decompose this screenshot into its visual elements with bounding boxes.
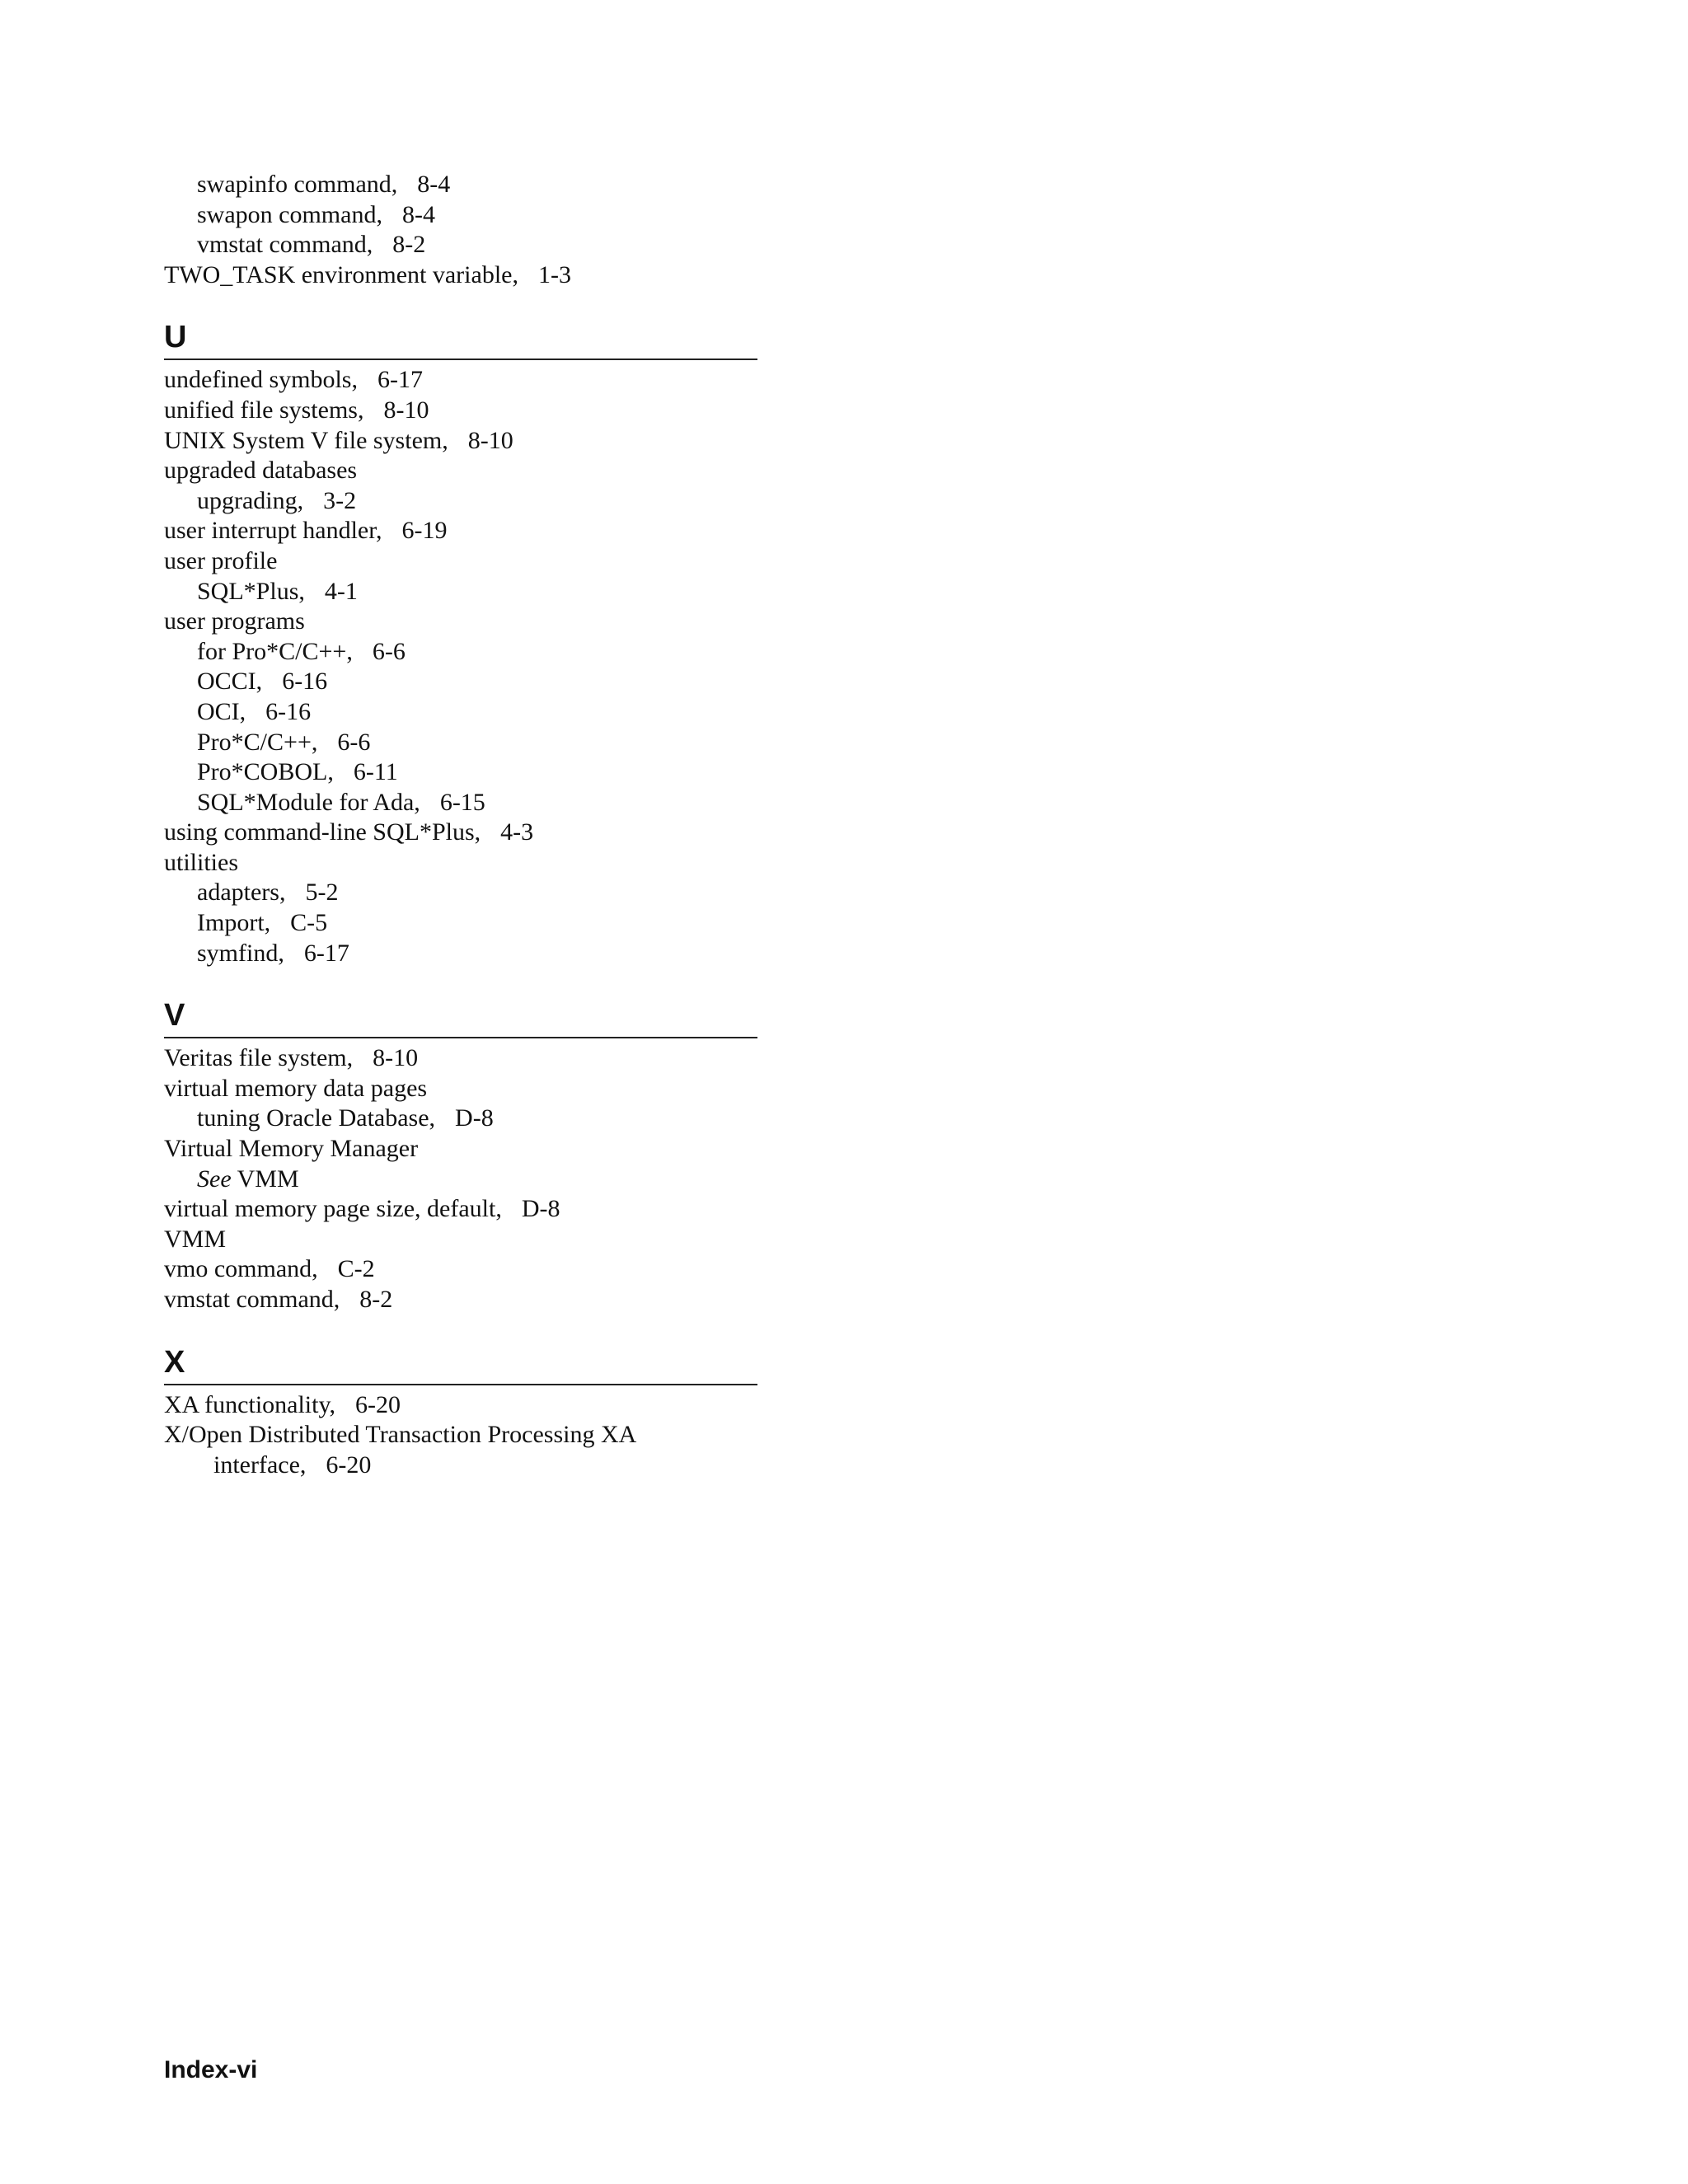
entry-text: UNIX System V file system, — [164, 426, 448, 454]
index-subentry — [164, 878, 757, 908]
index-subentry — [164, 170, 757, 200]
entry-text: user programs — [164, 607, 305, 635]
page-locator: 8-10 — [383, 396, 429, 424]
index-entry — [164, 396, 757, 426]
index-subentry — [164, 728, 757, 758]
page-locator: 6-20 — [326, 1451, 372, 1479]
page-locator: 6-17 — [377, 366, 423, 394]
entry-text: vmstat command, — [164, 1286, 340, 1313]
index-entry — [164, 818, 757, 848]
page-locator: 3-2 — [323, 486, 357, 514]
section-divider — [164, 1037, 757, 1038]
entry-text: user interrupt handler, — [164, 517, 382, 545]
index-entry — [164, 1225, 757, 1255]
entry-text: SQL*Module for Ada, — [197, 788, 420, 816]
page-locator: 6-15 — [439, 788, 485, 816]
entry-text: SQL*Plus, — [197, 577, 305, 605]
entry-text: XA functionality, — [164, 1390, 336, 1418]
entry-text: vmo command, — [164, 1255, 318, 1283]
index-subentry — [164, 667, 757, 697]
section-divider — [164, 359, 757, 360]
entry-text: Import, — [197, 909, 271, 937]
entry-text: swapinfo command, — [197, 171, 398, 198]
entry-text: virtual memory data pages — [164, 1074, 428, 1102]
entry-text: upgraded databases — [164, 457, 358, 485]
page-locator: 8-10 — [467, 426, 513, 454]
entry-text: symfind, — [197, 939, 284, 967]
entry-text: OCI, — [197, 697, 246, 725]
entry-text: upgrading, — [197, 486, 304, 514]
section-u — [164, 317, 757, 968]
entry-text: Virtual Memory Manager — [164, 1135, 419, 1163]
entry-text: using command-line SQL*Plus, — [164, 818, 481, 846]
page-locator: 8-2 — [392, 231, 426, 259]
see-label: See — [197, 1165, 232, 1193]
entry-text: OCCI, — [197, 668, 263, 696]
entry-text: utilities — [164, 848, 238, 876]
index-entry — [164, 1420, 757, 1451]
index-subentry — [164, 230, 757, 260]
entry-text: TWO_TASK environment variable, — [164, 260, 518, 288]
section-v — [164, 996, 757, 1315]
index-subentry — [164, 577, 757, 607]
index-entry — [164, 1074, 757, 1104]
page-locator: C-2 — [337, 1255, 375, 1283]
entry-text: virtual memory page size, default, — [164, 1195, 502, 1223]
page-footer-label: Index-vi — [164, 2056, 258, 2083]
entry-text: X/Open Distributed Transaction Processing XA — [164, 1421, 637, 1449]
index-subentry — [164, 697, 757, 728]
section-letter-u: U — [164, 320, 187, 355]
page-locator: 6-6 — [337, 728, 371, 756]
index-entry — [164, 426, 757, 457]
entry-text: adapters, — [197, 879, 286, 907]
entry-text: swapon command, — [197, 200, 382, 228]
entry-text: vmstat command, — [197, 231, 373, 259]
page-locator: D-8 — [521, 1195, 560, 1223]
entry-text: for Pro*C/C++, — [197, 637, 353, 665]
see-reference — [164, 1165, 757, 1195]
entry-text: Veritas file system, — [164, 1044, 354, 1072]
index-entry — [164, 1194, 757, 1225]
section-divider — [164, 1384, 757, 1385]
index-subentry — [164, 788, 757, 818]
index-entry — [164, 546, 757, 577]
page-locator: 6-6 — [372, 637, 406, 665]
index-entry — [164, 1134, 757, 1165]
page-locator: 8-4 — [401, 200, 435, 228]
index-subentry — [164, 1104, 757, 1134]
page-locator: D-8 — [455, 1104, 494, 1132]
page-locator: 4-3 — [500, 818, 534, 846]
index-entry — [164, 848, 757, 879]
index-entry — [164, 260, 757, 291]
page-locator: 6-19 — [401, 517, 448, 545]
entry-text: VMM — [164, 1225, 227, 1253]
index-entry — [164, 365, 757, 396]
section-letter-x: X — [164, 1344, 185, 1380]
page-locator: 6-20 — [355, 1390, 401, 1418]
page-locator: 8-4 — [417, 171, 451, 198]
index-entry — [164, 456, 757, 486]
page-locator: C-5 — [290, 909, 328, 937]
index-entry — [164, 516, 757, 546]
index-subentry — [164, 486, 757, 517]
index-subentry — [164, 200, 757, 231]
continued-entries — [164, 170, 757, 290]
entry-text: tuning Oracle Database, — [197, 1104, 436, 1132]
page-locator: 5-2 — [305, 879, 339, 907]
index-entry — [164, 1254, 757, 1285]
page-locator: 6-16 — [265, 697, 312, 725]
page-locator: 8-10 — [373, 1044, 419, 1072]
entry-text: undefined symbols, — [164, 366, 358, 394]
page-locator: 8-2 — [359, 1286, 393, 1313]
index-entry — [164, 1043, 757, 1074]
entry-text: Pro*C/C++, — [197, 728, 318, 756]
entry-text: interface, — [213, 1451, 307, 1479]
section-x — [164, 1343, 757, 1481]
index-page — [164, 170, 757, 1480]
index-subentry — [164, 637, 757, 668]
page-locator: 6-16 — [282, 668, 328, 696]
index-entry — [164, 1285, 757, 1315]
entry-text: Pro*COBOL, — [197, 758, 334, 786]
page-locator: 4-1 — [324, 577, 358, 605]
entry-text: unified file systems, — [164, 396, 364, 424]
index-entry-continuation — [164, 1451, 757, 1481]
index-entry — [164, 607, 757, 637]
entry-text: user profile — [164, 546, 278, 574]
index-subentry — [164, 757, 757, 788]
index-subentry — [164, 939, 757, 969]
section-letter-v: V — [164, 998, 185, 1033]
page-locator: 6-11 — [353, 758, 398, 786]
index-entry — [164, 1390, 757, 1421]
page-locator: 1-3 — [537, 260, 571, 288]
index-subentry — [164, 908, 757, 939]
page-locator: 6-17 — [303, 939, 349, 967]
see-target: VMM — [237, 1165, 299, 1193]
